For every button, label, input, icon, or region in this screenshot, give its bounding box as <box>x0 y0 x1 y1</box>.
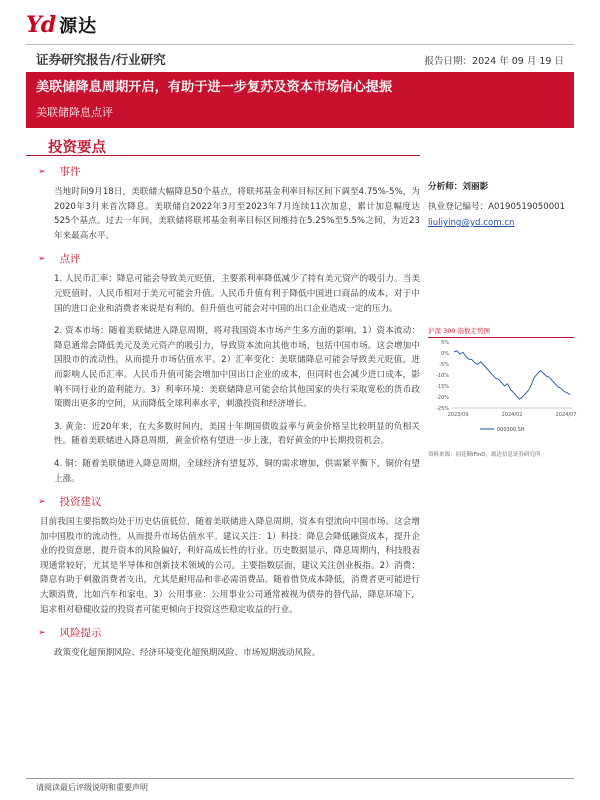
legend-label: 000300.SH <box>497 427 525 433</box>
y-tick-label: -25% <box>436 406 449 412</box>
paragraph: 政策变化超预期风险、经济环境变化超预期风险、市场短期波动风险。 <box>54 648 321 659</box>
x-tick-label: 2024/07 <box>555 412 577 418</box>
analyst-panel <box>428 160 578 228</box>
paragraph: 4. 铜：随着美联储进入降息周期，全球经济有望复苏，铜的需求增加，供需紧平衡下，铜价有望上涨。 <box>54 458 420 484</box>
analyst-registration: 执业登记编号：A0190519050001 <box>428 202 566 212</box>
y-tick-label: -5% <box>439 362 449 368</box>
y-tick-label: 5% <box>441 340 449 346</box>
y-tick-label: -15% <box>436 384 449 390</box>
section-comment <box>38 251 420 266</box>
report-subtitle: 美联储降息点评 <box>36 106 113 119</box>
arrow-icon: ➢ <box>38 166 46 177</box>
series-line <box>454 351 570 399</box>
report-date: 报告日期：2024 年 09 月 19 日 <box>424 56 564 67</box>
section-heading: 投资要点 <box>48 140 106 156</box>
footer-disclaimer: 请阅读最后评级说明和重要声明 <box>36 783 148 792</box>
section-title: 风险提示 <box>59 627 102 640</box>
section-title: 投资建议 <box>59 496 102 509</box>
x-tick-label: 2024/02 <box>501 412 523 418</box>
chart-source: 资料来源：同花顺iFinD，源达信息证券研究所 <box>428 452 541 458</box>
report-title: 美联储降息周期开启，有助于进一步复苏及资本市场信心提振 <box>36 80 393 95</box>
paragraph: 1. 人民币汇率：降息可能会导致美元贬值，主要系利率降低减少了持有美元资产的吸引力。当美元贬值时，人民币相对于美元可能会升值。人民币升值有利于降低中国进口商品的成本，对于中国的进口企业和消费者来说是有利的。但升值也可能会对中国的出口企业造成一定的压力。 <box>54 274 420 314</box>
paragraph: 3. 黄金：近20年来，在大多数时间内，美国十年期国债收益率与黄金价格呈比较明显的负相关性。随着美联储进入降息周期，黄金价格有望进一步上涨，看好黄金的中长期投资机会。 <box>54 421 420 447</box>
section-risk <box>38 625 420 640</box>
section-heading-rule <box>26 155 420 156</box>
top-divider <box>26 44 574 45</box>
paragraph: 目前我国主要指数均处于历史估值低位，随着美联储进入降息周期，资本有望流向中国市场。这会增加中国股市的流动性，从而提升市场估值水平。建议关注：1）科技：降息会降低融资成本，提升企业的投资意愿，提升资本的风险偏好，利好高成长性的行业。历史数据显示，降息周期内，科技股表现通常较好，尤其是半导体和创新技术领域的公司。主要指数层面，建议关注创业板指。2）消费：降息有助于刺激消费者支出，尤其是耐用品和非必需消费品。随着借贷成本降低，消费者更可能进行大额消费，比如汽车和家电。3）公用事业：公用事业公司通常被视为债券的替代品，降息环境下，追求相对稳健收益的投资者可能更倾向于投资这些稳定收益的行业。 <box>40 517 420 615</box>
main-content <box>40 160 420 669</box>
report-type: 证券研究报告/行业研究 <box>36 52 166 67</box>
x-tick-label: 2023/09 <box>447 412 469 418</box>
paragraph: 当地时间9月18日，美联储大幅降息50个基点，将联邦基金利率目标区间下调至4.75%-5%，为2020年3月来首次降息。美联储自2022年3月至2023年7月连续11次加息，累计加息幅度达525个基点。过去一年间，美联储将联邦基金利率目标区间维持在5.25%至5.5%之间，为近23年来最高水平。 <box>54 187 420 241</box>
chart-title: 沪深 300 指数走势图 <box>428 327 491 335</box>
y-tick-label: 0% <box>441 351 449 357</box>
arrow-icon: ➢ <box>38 253 46 264</box>
arrow-icon: ➢ <box>38 627 46 638</box>
section-title: 事件 <box>59 166 81 178</box>
chart-plot <box>428 338 577 436</box>
section-title: 点评 <box>59 253 81 266</box>
paragraph: 2. 资本市场：随着美联储进入降息周期，将对我国资本市场产生多方面的影响。1）资本流动：降息通常会降低美元及美元资产的吸引力，导致资本流向其他市场，包括中国市场。这会增加中国股市的流动性，从而提升市场估值水平。2）汇率变化：美联储降息可能会导致美元贬值，进而影响人民币汇率。人民币升值可能会增加中国出口企业的成本，但同时也会减少进口成本，影响不同行业的盈利能力。3）利率环境：美联储降息可能会给其他国家的央行采取宽松的货币政策腾出更多的空间，从而降低全球利率水平，刺激投资和经济增长。 <box>54 326 420 410</box>
title-banner <box>26 72 574 128</box>
analyst-email[interactable]: liuliying@yd.com.cn <box>428 218 515 228</box>
logo-mark: Yd <box>26 12 56 38</box>
index-chart <box>428 326 577 436</box>
section-event <box>38 164 420 179</box>
analyst-name: 分析师：刘丽影 <box>428 182 489 192</box>
footer-rule <box>26 778 574 779</box>
section-investment-advice <box>38 494 420 509</box>
y-tick-label: -20% <box>436 395 449 401</box>
arrow-icon: ➢ <box>38 496 46 507</box>
y-tick-label: -10% <box>436 373 449 379</box>
logo-name: 源达 <box>59 16 98 37</box>
brand-logo <box>26 12 97 38</box>
